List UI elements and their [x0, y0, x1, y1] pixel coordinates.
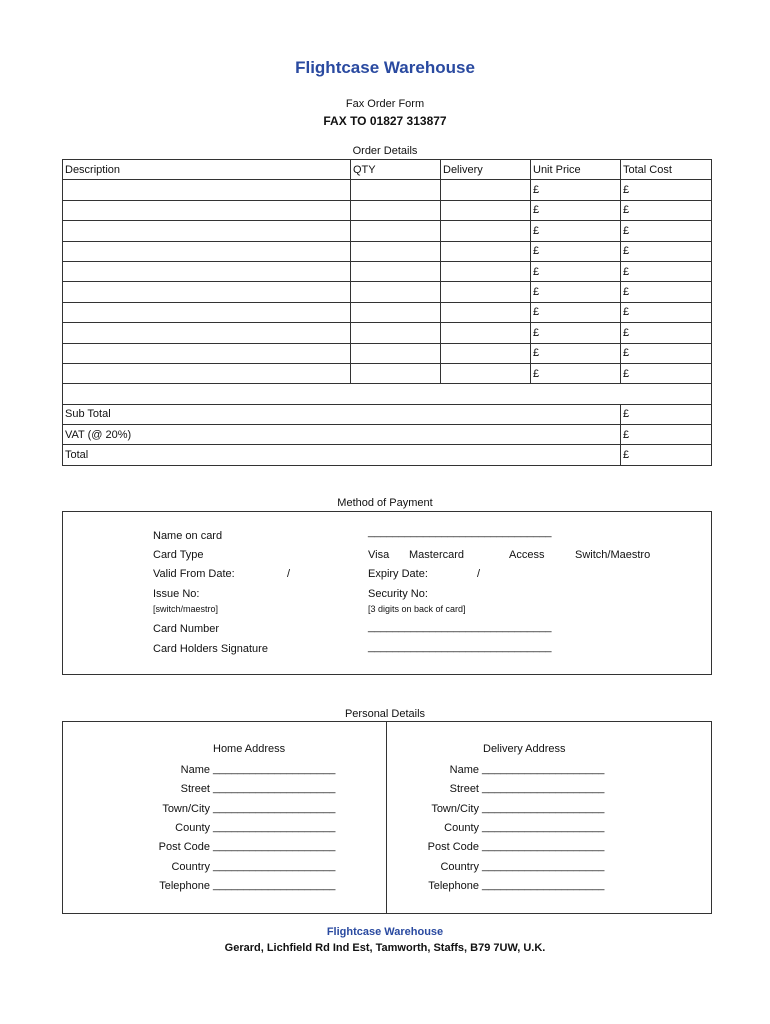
- page-title: Flightcase Warehouse: [295, 58, 475, 77]
- qty-cell[interactable]: [351, 180, 441, 200]
- total-label: Total: [63, 445, 621, 465]
- card-type-switch-maestro[interactable]: Switch/Maestro: [575, 549, 651, 561]
- order-header-row: [63, 160, 712, 180]
- delivery-field-line[interactable]: ____________________: [482, 802, 605, 814]
- total-cost-cell[interactable]: £: [621, 200, 712, 220]
- order-spacer-row: [63, 384, 712, 404]
- total-cost-cell[interactable]: £: [621, 241, 712, 261]
- personal-details-label: Personal Details: [344, 708, 426, 720]
- delivery-field-line[interactable]: ____________________: [482, 782, 605, 794]
- qty-cell[interactable]: [351, 323, 441, 343]
- home-field-label: Post Code: [158, 841, 210, 853]
- delivery-cell[interactable]: [441, 261, 531, 281]
- card-type-mastercard[interactable]: Mastercard: [409, 549, 465, 561]
- order-row[interactable]: [63, 323, 712, 343]
- description-cell[interactable]: [63, 302, 351, 322]
- home-field-label: Country: [171, 861, 210, 873]
- col-header-delivery: Delivery: [441, 160, 531, 180]
- order-table: [62, 159, 712, 466]
- delivery-cell[interactable]: [441, 221, 531, 241]
- home-field-line[interactable]: ____________________: [213, 782, 336, 794]
- qty-cell[interactable]: [351, 200, 441, 220]
- total-cost-cell[interactable]: £: [621, 282, 712, 302]
- delivery-address-heading: Delivery Address: [483, 743, 566, 755]
- delivery-cell[interactable]: [441, 302, 531, 322]
- subtotal-value[interactable]: £: [621, 404, 712, 424]
- description-cell[interactable]: [63, 343, 351, 363]
- col-header-qty: QTY: [351, 160, 441, 180]
- order-row[interactable]: [63, 241, 712, 261]
- qty-cell[interactable]: [351, 241, 441, 261]
- delivery-field-label: Name: [449, 764, 479, 776]
- order-row[interactable]: [63, 282, 712, 302]
- home-field-line[interactable]: ____________________: [213, 860, 336, 872]
- delivery-field-label: Country: [440, 861, 479, 873]
- home-field-label: Town/City: [162, 803, 210, 815]
- description-cell[interactable]: [63, 323, 351, 343]
- delivery-cell[interactable]: [441, 323, 531, 343]
- delivery-field-label: Telephone: [428, 880, 479, 892]
- total-cost-cell[interactable]: £: [621, 221, 712, 241]
- unit-price-cell[interactable]: £: [531, 302, 621, 322]
- subtotal-row: [63, 404, 712, 424]
- order-row[interactable]: [63, 221, 712, 241]
- order-row[interactable]: [63, 343, 712, 363]
- total-cost-cell[interactable]: £: [621, 323, 712, 343]
- security-note: [3 digits on back of card]: [368, 604, 466, 614]
- unit-price-cell[interactable]: £: [531, 323, 621, 343]
- total-row: [63, 445, 712, 465]
- delivery-field-line[interactable]: ____________________: [482, 879, 605, 891]
- subtotal-label: Sub Total: [63, 404, 621, 424]
- vat-label: VAT (@ 20%): [63, 425, 621, 445]
- qty-cell[interactable]: [351, 363, 441, 383]
- description-cell[interactable]: [63, 282, 351, 302]
- issue-no-label: Issue No:: [153, 588, 200, 600]
- col-header-total-cost: Total Cost: [621, 160, 712, 180]
- order-row[interactable]: [63, 302, 712, 322]
- total-cost-cell[interactable]: £: [621, 180, 712, 200]
- card-number-line[interactable]: ______________________________: [368, 621, 552, 633]
- footer-address: Gerard, Lichfield Rd Ind Est, Tamworth, Staffs, B79 7UW, U.K.: [224, 942, 546, 954]
- delivery-field-line[interactable]: ____________________: [482, 763, 605, 775]
- home-field-label: Name: [180, 764, 210, 776]
- home-field-label: County: [175, 822, 210, 834]
- name-on-card-line[interactable]: ______________________________: [368, 526, 552, 538]
- col-header-unit-price: Unit Price: [531, 160, 621, 180]
- home-field-label: Street: [180, 783, 210, 795]
- qty-cell[interactable]: [351, 343, 441, 363]
- card-type-label: Card Type: [153, 549, 204, 561]
- description-cell[interactable]: [63, 261, 351, 281]
- description-cell[interactable]: [63, 241, 351, 261]
- delivery-field-label: Town/City: [431, 803, 479, 815]
- card-type-access[interactable]: Access: [509, 549, 545, 561]
- valid-from-slash[interactable]: /: [287, 568, 291, 580]
- fax-number: FAX TO 01827 313877: [323, 114, 447, 128]
- card-number-label: Card Number: [153, 623, 220, 635]
- issue-note: [switch/maestro]: [153, 604, 219, 614]
- payment-label: Method of Payment: [337, 497, 433, 509]
- order-row[interactable]: [63, 200, 712, 220]
- signature-label: Card Holders Signature: [153, 643, 268, 655]
- delivery-field-label: Post Code: [427, 841, 479, 853]
- spacer-cell: [63, 384, 712, 404]
- delivery-cell[interactable]: [441, 282, 531, 302]
- unit-price-cell[interactable]: £: [531, 363, 621, 383]
- description-cell[interactable]: [63, 221, 351, 241]
- qty-cell[interactable]: [351, 261, 441, 281]
- total-cost-cell[interactable]: £: [621, 363, 712, 383]
- home-field-label: Telephone: [159, 880, 210, 892]
- qty-cell[interactable]: [351, 302, 441, 322]
- valid-from-label: Valid From Date:: [153, 568, 235, 580]
- total-value[interactable]: £: [621, 445, 712, 465]
- description-cell[interactable]: [63, 200, 351, 220]
- delivery-cell[interactable]: [441, 180, 531, 200]
- delivery-field-label: Street: [449, 783, 479, 795]
- signature-line[interactable]: ______________________________: [368, 641, 552, 653]
- delivery-field-line[interactable]: ____________________: [482, 840, 605, 852]
- home-field-line[interactable]: ____________________: [213, 763, 336, 775]
- description-cell[interactable]: [63, 363, 351, 383]
- home-field-line[interactable]: ____________________: [213, 821, 336, 833]
- delivery-cell[interactable]: [441, 241, 531, 261]
- expiry-slash[interactable]: /: [477, 568, 481, 580]
- delivery-field-label: County: [444, 822, 479, 834]
- form-name: Fax Order Form: [345, 98, 425, 110]
- address-divider: [386, 722, 387, 913]
- home-field-line[interactable]: ____________________: [213, 879, 336, 891]
- unit-price-cell[interactable]: £: [531, 282, 621, 302]
- vat-row: [63, 425, 712, 445]
- total-cost-cell[interactable]: £: [621, 343, 712, 363]
- unit-price-cell[interactable]: £: [531, 241, 621, 261]
- total-cost-cell[interactable]: £: [621, 302, 712, 322]
- qty-cell[interactable]: [351, 221, 441, 241]
- qty-cell[interactable]: [351, 282, 441, 302]
- payment-box: [62, 511, 712, 675]
- order-row[interactable]: [63, 180, 712, 200]
- unit-price-cell[interactable]: £: [531, 180, 621, 200]
- description-cell[interactable]: [63, 180, 351, 200]
- delivery-cell[interactable]: [441, 200, 531, 220]
- unit-price-cell[interactable]: £: [531, 221, 621, 241]
- unit-price-cell[interactable]: £: [531, 261, 621, 281]
- delivery-cell[interactable]: [441, 343, 531, 363]
- footer-company: Flightcase Warehouse: [326, 926, 444, 938]
- home-field-line[interactable]: ____________________: [213, 802, 336, 814]
- security-no-label: Security No:: [368, 588, 428, 600]
- delivery-field-line[interactable]: ____________________: [482, 860, 605, 872]
- unit-price-cell[interactable]: £: [531, 343, 621, 363]
- home-address-heading: Home Address: [213, 743, 286, 755]
- order-row[interactable]: [63, 363, 712, 383]
- card-type-visa[interactable]: Visa: [368, 549, 390, 561]
- col-header-description: Description: [63, 160, 351, 180]
- expiry-label: Expiry Date:: [368, 568, 428, 580]
- vat-value[interactable]: £: [621, 425, 712, 445]
- total-cost-cell[interactable]: £: [621, 261, 712, 281]
- name-on-card-label: Name on card: [153, 530, 223, 542]
- order-details-label: Order Details: [352, 145, 418, 157]
- personal-box: [62, 721, 712, 914]
- unit-price-cell[interactable]: £: [531, 200, 621, 220]
- delivery-field-line[interactable]: ____________________: [482, 821, 605, 833]
- order-row[interactable]: [63, 261, 712, 281]
- home-field-line[interactable]: ____________________: [213, 840, 336, 852]
- delivery-cell[interactable]: [441, 363, 531, 383]
